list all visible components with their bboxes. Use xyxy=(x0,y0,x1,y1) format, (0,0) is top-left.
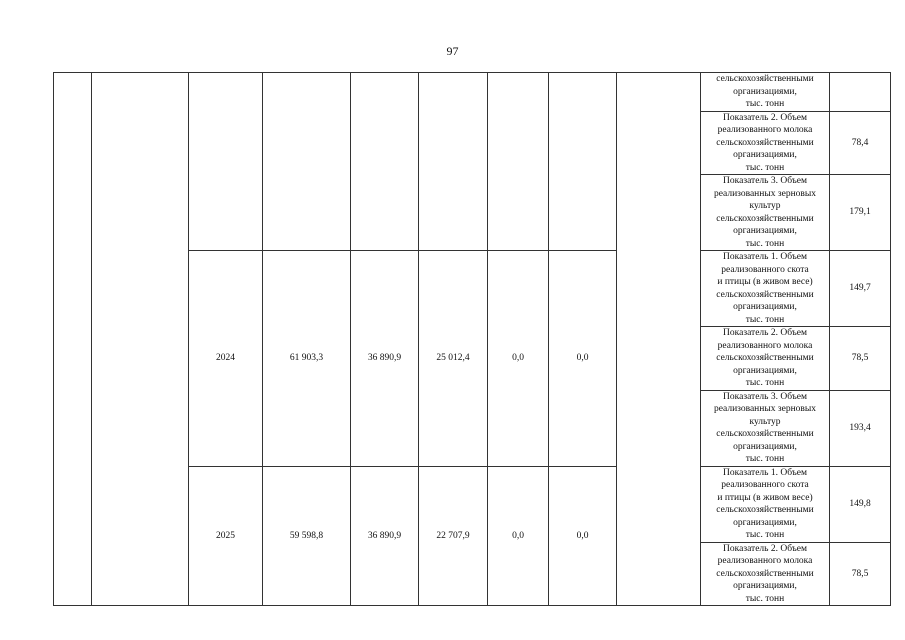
indicator-cell xyxy=(701,251,830,327)
indicator-line: реализованного скота xyxy=(721,264,809,275)
page-number: 97 xyxy=(446,44,459,58)
total-cell: 59 598,8 xyxy=(263,466,351,606)
indicator-line: реализованных зерновых xyxy=(713,188,817,199)
indicator-cell xyxy=(701,390,830,466)
indicator-cell xyxy=(701,111,830,175)
indicator-line: реализованного молока xyxy=(717,556,813,566)
indicator-line: и птицы (в живом весе) xyxy=(717,492,813,503)
budget-cell-5: 0,0 xyxy=(549,251,617,467)
indicator-line: сельскохозяйственными xyxy=(716,213,814,224)
indicator-line: культур xyxy=(749,201,781,211)
indicator-line: сельскохозяйственными xyxy=(716,568,814,579)
indicator-value: 149,8 xyxy=(830,466,891,542)
indicator-line: Показатель 3. Объем xyxy=(723,391,807,402)
indicator-line: реализованных зерновых xyxy=(713,404,817,414)
indicator-line: тыс. тонн xyxy=(745,454,785,464)
budget-cell-4 xyxy=(488,73,549,251)
table-body xyxy=(54,73,891,606)
indicator-line: сельскохозяйственными xyxy=(716,505,814,515)
indicator-line: сельскохозяйственными xyxy=(716,74,814,84)
indicator-line: культур xyxy=(749,416,781,427)
indicator-line: Показатель 3. Объем xyxy=(723,176,807,186)
indicator-line: организациями, xyxy=(733,86,797,97)
indicator-line: Показатель 2. Объем xyxy=(723,328,807,338)
indicator-cell xyxy=(701,466,830,542)
indicator-value: 193,4 xyxy=(830,390,891,466)
indicator-line: сельскохозяйственными xyxy=(716,289,814,300)
budget-cell-4: 0,0 xyxy=(488,251,549,467)
indicator-value: 179,1 xyxy=(830,175,891,251)
indicator-line: и птицы (в живом весе) xyxy=(717,277,813,287)
budget-cell-2: 36 890,9 xyxy=(351,251,419,467)
indicator-line: Показатель 2. Объем xyxy=(723,112,807,123)
executor-column xyxy=(617,73,701,606)
budget-cell-2 xyxy=(351,73,419,251)
year-cell: 2025 xyxy=(189,466,263,606)
indicator-value: 78,5 xyxy=(830,327,891,391)
indicator-line: сельскохозяйственными xyxy=(716,137,814,148)
number-column xyxy=(54,73,92,606)
year-cell xyxy=(189,73,263,251)
indicator-line: организациями, xyxy=(733,302,797,312)
name-column xyxy=(92,73,189,606)
indicator-line: реализованного молока xyxy=(717,340,813,351)
indicator-line: сельскохозяйственными xyxy=(716,429,814,439)
indicator-line: сельскохозяйственными xyxy=(716,353,814,363)
table-row xyxy=(54,73,891,112)
indicator-value: 78,5 xyxy=(830,542,891,606)
indicator-value xyxy=(830,73,891,112)
total-cell xyxy=(263,73,351,251)
indicator-line: организациями, xyxy=(733,226,797,236)
year-cell: 2024 xyxy=(189,251,263,467)
indicator-cell xyxy=(701,175,830,251)
budget-cell-2: 36 890,9 xyxy=(351,466,419,606)
indicator-line: тыс. тонн xyxy=(745,378,785,388)
budget-cell-3 xyxy=(419,73,488,251)
indicator-value: 78,4 xyxy=(830,111,891,175)
budget-cell-4: 0,0 xyxy=(488,466,549,606)
indicator-line: тыс. тонн xyxy=(745,593,785,604)
indicator-line: организациями, xyxy=(733,150,797,160)
indicator-line: организациями, xyxy=(733,365,797,376)
budget-cell-5 xyxy=(549,73,617,251)
indicator-cell xyxy=(701,542,830,606)
budget-cell-3: 22 707,9 xyxy=(419,466,488,606)
indicator-cell xyxy=(701,73,830,112)
program-table xyxy=(53,72,891,606)
indicator-line: тыс. тонн xyxy=(745,162,785,173)
budget-cell-3: 25 012,4 xyxy=(419,251,488,467)
indicator-line: организациями, xyxy=(733,581,797,591)
indicator-line: организациями, xyxy=(733,517,797,528)
indicator-line: тыс. тонн xyxy=(745,314,785,325)
indicator-line: реализованного молока xyxy=(717,125,813,135)
indicator-line: тыс. тонн xyxy=(745,530,785,540)
indicator-line: тыс. тонн xyxy=(745,238,785,249)
indicator-line: Показатель 1. Объем xyxy=(723,252,807,262)
indicator-line: тыс. тонн xyxy=(745,99,785,109)
indicator-line: реализованного скота xyxy=(721,480,809,490)
indicator-line: организациями, xyxy=(733,441,797,452)
indicator-cell xyxy=(701,327,830,391)
indicator-line: Показатель 2. Объем xyxy=(723,543,807,554)
budget-cell-5: 0,0 xyxy=(549,466,617,606)
indicator-value: 149,7 xyxy=(830,251,891,327)
total-cell: 61 903,3 xyxy=(263,251,351,467)
indicator-line: Показатель 1. Объем xyxy=(723,467,807,478)
